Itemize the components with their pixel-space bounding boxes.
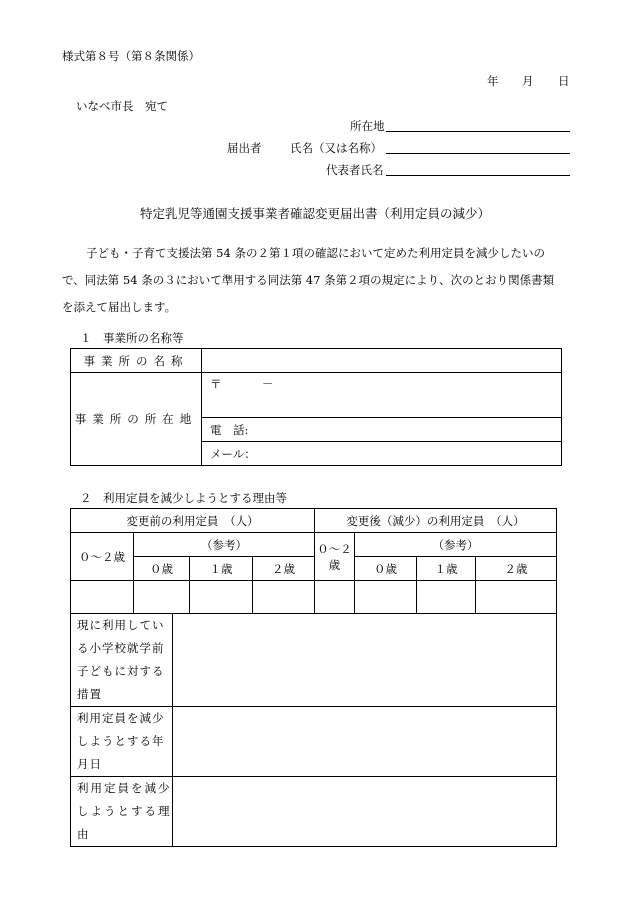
before-2-input[interactable] <box>253 581 315 614</box>
form-number: 様式第８号（第８条関係） <box>62 49 200 63</box>
address-field[interactable] <box>386 131 570 132</box>
after-0-2-input[interactable] <box>315 581 355 614</box>
facility-address-label: 事業所の所在地 <box>71 373 202 466</box>
document-title: 特定乳児等通園支援事業者確認変更届出書（利用定員の減少） <box>139 206 490 221</box>
mail-field[interactable] <box>202 442 562 466</box>
addressee: いなべ市長 宛て <box>76 99 168 113</box>
submitter-label: 届出者 <box>227 141 262 155</box>
reduction-reason-label: 利用定員を減少しようとする理由 <box>71 777 173 847</box>
body-paragraph: 子ども・子育て支援法第 54 条の２第１項の確認において定めた利用定員を減少したいので、同法第 54 条の３において準用する同法第 47 条第２項の規定により、次のとおり関係書類を添えて届出します。 <box>62 246 555 314</box>
date-month-label: 月 <box>522 74 534 88</box>
before-age-1-header: １歳 <box>190 557 253 581</box>
before-0-input[interactable] <box>134 581 190 614</box>
after-0-input[interactable] <box>355 581 417 614</box>
postal-mark: 〒 <box>210 377 222 391</box>
facility-table <box>70 348 562 466</box>
section2-heading: ２ 利用定員を減少しようとする理由等 <box>80 491 287 505</box>
date-year-label: 年 <box>487 74 499 88</box>
after-2-input[interactable] <box>476 581 557 614</box>
after-age-2-header: ２歳 <box>476 557 557 581</box>
before-reference-label: （参考） <box>134 533 315 557</box>
date-day-label: 日 <box>558 74 570 88</box>
address-label: 所在地 <box>350 119 385 133</box>
facility-name-field[interactable] <box>202 349 562 373</box>
reduction-reason-field[interactable] <box>173 777 557 847</box>
before-age-0-2-header: ０～２歳 <box>71 533 134 581</box>
facility-address-field[interactable] <box>202 373 562 418</box>
reduction-date-label: 利用定員を減少しようとする年月日 <box>71 707 173 777</box>
representative-label: 代表者氏名 <box>326 163 384 177</box>
facility-name-label: 事業所の名称 <box>71 349 202 373</box>
representative-field[interactable] <box>386 175 570 176</box>
postal-dash: － <box>262 377 274 391</box>
before-age-2-header: ２歳 <box>253 557 315 581</box>
reduction-date-field[interactable] <box>173 707 557 777</box>
phone-label: 電 話: <box>210 422 249 437</box>
phone-field[interactable] <box>202 418 562 442</box>
name-field[interactable] <box>386 153 570 154</box>
measures-field[interactable] <box>173 614 557 707</box>
mail-label: メール： <box>210 446 256 461</box>
after-age-1-header: １歳 <box>417 557 476 581</box>
measures-label: 現に利用している小学校就学前子どもに対する措置 <box>71 614 173 707</box>
after-capacity-header: 変更後（減少）の利用定員 （人） <box>315 509 557 533</box>
before-capacity-header: 変更前の利用定員 （人） <box>71 509 315 533</box>
after-age-0-header: ０歳 <box>355 557 417 581</box>
before-1-input[interactable] <box>190 581 253 614</box>
after-reference-label: （参考） <box>355 533 557 557</box>
after-1-input[interactable] <box>417 581 476 614</box>
capacity-table <box>70 508 557 847</box>
section1-heading: １ 事業所の名称等 <box>80 331 184 345</box>
before-age-0-header: ０歳 <box>134 557 190 581</box>
after-age-0-2-header: ０～２歳 <box>315 533 355 581</box>
name-label: 氏名（又は名称） <box>290 141 382 155</box>
before-0-2-input[interactable] <box>71 581 134 614</box>
